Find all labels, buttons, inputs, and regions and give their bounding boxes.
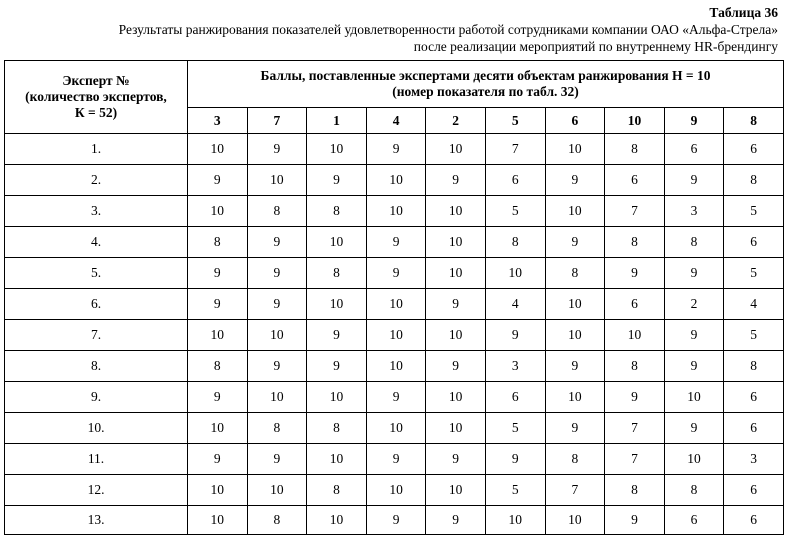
score-cell: 6 (724, 382, 784, 413)
column-number-header: 2 (426, 108, 486, 134)
expert-header-line: К = 52) (74, 105, 118, 120)
table-row (5, 227, 784, 258)
table-row (5, 320, 784, 351)
expert-number-cell: 12. (5, 475, 188, 506)
score-cell: 8 (664, 227, 724, 258)
score-cell: 6 (485, 382, 545, 413)
score-cell: 3 (724, 444, 784, 475)
table-row (5, 134, 784, 165)
expert-number-cell: 3. (5, 196, 188, 227)
score-cell: 9 (247, 258, 307, 289)
expert-number-cell: 10. (5, 413, 188, 444)
table-row (5, 444, 784, 475)
score-cell: 10 (188, 475, 248, 506)
expert-header-line: Эксперт № (62, 73, 130, 88)
score-cell: 7 (605, 444, 665, 475)
score-cell: 8 (307, 196, 367, 227)
score-cell: 10 (307, 289, 367, 320)
score-cell: 9 (664, 165, 724, 196)
score-cell: 9 (188, 382, 248, 413)
score-cell: 10 (426, 196, 486, 227)
table-title-line-2: после реализации мероприятий по внутреннему HR-брендингу (413, 39, 778, 54)
score-cell: 10 (426, 413, 486, 444)
score-cell: 8 (724, 165, 784, 196)
score-cell: 9 (545, 165, 605, 196)
table-row (5, 475, 784, 506)
score-cell: 10 (545, 506, 605, 535)
score-cell: 10 (426, 382, 486, 413)
score-cell: 4 (485, 289, 545, 320)
table-row (5, 165, 784, 196)
table-row (5, 196, 784, 227)
score-cell: 10 (307, 382, 367, 413)
table-caption (119, 4, 778, 55)
expert-number-cell: 13. (5, 506, 188, 535)
column-number-header: 6 (545, 108, 605, 134)
score-cell: 4 (724, 289, 784, 320)
score-cell: 6 (605, 165, 665, 196)
expert-number-cell: 6. (5, 289, 188, 320)
column-number-header: 9 (664, 108, 724, 134)
score-cell: 10 (426, 258, 486, 289)
score-cell: 6 (724, 227, 784, 258)
expert-header-line: (количество экспертов, (25, 89, 167, 104)
scores-group-header (188, 61, 784, 108)
header-row (5, 61, 784, 108)
score-cell: 10 (545, 382, 605, 413)
table-row (5, 506, 784, 535)
score-cell: 10 (545, 196, 605, 227)
score-cell: 8 (307, 413, 367, 444)
score-cell: 8 (247, 506, 307, 535)
score-cell: 9 (366, 258, 426, 289)
score-cell: 10 (188, 506, 248, 535)
score-cell: 10 (485, 506, 545, 535)
score-cell: 10 (307, 444, 367, 475)
expert-number-cell: 11. (5, 444, 188, 475)
column-number-header: 5 (485, 108, 545, 134)
score-cell: 10 (664, 444, 724, 475)
score-cell: 9 (485, 444, 545, 475)
score-cell: 9 (664, 351, 724, 382)
score-cell: 10 (188, 413, 248, 444)
score-cell: 8 (485, 227, 545, 258)
score-cell: 8 (188, 351, 248, 382)
table-number: Таблица 36 (709, 5, 778, 20)
score-cell: 9 (188, 165, 248, 196)
score-cell: 7 (605, 196, 665, 227)
score-cell: 7 (605, 413, 665, 444)
group-header-line: Баллы, поставленные экспертами десяти объектам ранжирования Н = 10 (260, 68, 711, 83)
score-cell: 9 (307, 351, 367, 382)
score-cell: 8 (605, 475, 665, 506)
score-cell: 9 (366, 134, 426, 165)
table-body (5, 134, 784, 535)
score-cell: 5 (485, 475, 545, 506)
score-cell: 10 (664, 382, 724, 413)
score-cell: 9 (307, 320, 367, 351)
score-cell: 8 (247, 413, 307, 444)
column-number-header: 1 (307, 108, 367, 134)
score-cell: 6 (724, 506, 784, 535)
score-cell: 8 (545, 444, 605, 475)
score-cell: 9 (247, 351, 307, 382)
column-number-header: 8 (724, 108, 784, 134)
expert-number-cell: 2. (5, 165, 188, 196)
table-row (5, 258, 784, 289)
score-cell: 10 (188, 134, 248, 165)
score-cell: 8 (605, 351, 665, 382)
score-cell: 5 (485, 413, 545, 444)
column-number-header: 10 (605, 108, 665, 134)
score-cell: 9 (664, 258, 724, 289)
score-cell: 10 (247, 320, 307, 351)
score-cell: 8 (664, 475, 724, 506)
expert-number-cell: 9. (5, 382, 188, 413)
score-cell: 6 (485, 165, 545, 196)
score-cell: 5 (485, 196, 545, 227)
score-cell: 9 (664, 320, 724, 351)
score-cell: 10 (545, 289, 605, 320)
table-row (5, 382, 784, 413)
score-cell: 10 (366, 351, 426, 382)
score-cell: 6 (664, 134, 724, 165)
score-cell: 10 (426, 320, 486, 351)
score-cell: 7 (485, 134, 545, 165)
column-number-header: 4 (366, 108, 426, 134)
ranking-table (4, 60, 784, 535)
score-cell: 9 (188, 289, 248, 320)
score-cell: 9 (605, 258, 665, 289)
score-cell: 9 (366, 382, 426, 413)
score-cell: 10 (426, 134, 486, 165)
score-cell: 9 (247, 289, 307, 320)
score-cell: 10 (188, 320, 248, 351)
score-cell: 10 (366, 196, 426, 227)
score-cell: 9 (485, 320, 545, 351)
score-cell: 8 (605, 227, 665, 258)
score-cell: 9 (426, 444, 486, 475)
score-cell: 10 (366, 165, 426, 196)
score-cell: 9 (366, 506, 426, 535)
score-cell: 10 (188, 196, 248, 227)
score-cell: 10 (366, 475, 426, 506)
score-cell: 9 (426, 289, 486, 320)
score-cell: 9 (426, 506, 486, 535)
score-cell: 9 (545, 351, 605, 382)
score-cell: 10 (307, 227, 367, 258)
expert-number-cell: 7. (5, 320, 188, 351)
score-cell: 10 (426, 227, 486, 258)
score-cell: 8 (605, 134, 665, 165)
score-cell: 8 (188, 227, 248, 258)
score-cell: 9 (605, 382, 665, 413)
score-cell: 6 (724, 475, 784, 506)
score-cell: 9 (247, 227, 307, 258)
score-cell: 9 (307, 165, 367, 196)
score-cell: 9 (247, 134, 307, 165)
expert-number-cell: 8. (5, 351, 188, 382)
table-row (5, 289, 784, 320)
column-number-header: 3 (188, 108, 248, 134)
table-title-line-1: Результаты ранжирования показателей удовлетворенности работой сотрудниками компании ОАО «Альфа-Стрела» (118, 22, 778, 37)
score-cell: 9 (366, 444, 426, 475)
score-cell: 8 (307, 475, 367, 506)
score-cell: 8 (724, 351, 784, 382)
expert-number-cell: 5. (5, 258, 188, 289)
score-cell: 3 (485, 351, 545, 382)
score-cell: 6 (724, 413, 784, 444)
score-cell: 9 (664, 413, 724, 444)
score-cell: 10 (247, 165, 307, 196)
score-cell: 10 (247, 382, 307, 413)
expert-column-header (5, 61, 188, 134)
score-cell: 10 (545, 134, 605, 165)
score-cell: 10 (366, 413, 426, 444)
score-cell: 10 (605, 320, 665, 351)
score-cell: 2 (664, 289, 724, 320)
score-cell: 6 (724, 134, 784, 165)
score-cell: 8 (247, 196, 307, 227)
score-cell: 7 (545, 475, 605, 506)
column-number-header: 7 (247, 108, 307, 134)
expert-number-cell: 4. (5, 227, 188, 258)
score-cell: 8 (545, 258, 605, 289)
group-header-line: (номер показателя по табл. 32) (392, 84, 579, 99)
score-cell: 5 (724, 196, 784, 227)
table-row (5, 413, 784, 444)
score-cell: 9 (188, 444, 248, 475)
score-cell: 10 (366, 320, 426, 351)
score-cell: 9 (426, 351, 486, 382)
expert-number-cell: 1. (5, 134, 188, 165)
score-cell: 9 (545, 227, 605, 258)
score-cell: 10 (307, 134, 367, 165)
score-cell: 9 (605, 506, 665, 535)
score-cell: 10 (247, 475, 307, 506)
score-cell: 9 (188, 258, 248, 289)
score-cell: 10 (485, 258, 545, 289)
score-cell: 9 (426, 165, 486, 196)
score-cell: 8 (307, 258, 367, 289)
score-cell: 10 (307, 506, 367, 535)
score-cell: 5 (724, 320, 784, 351)
score-cell: 3 (664, 196, 724, 227)
score-cell: 9 (247, 444, 307, 475)
score-cell: 6 (605, 289, 665, 320)
score-cell: 6 (664, 506, 724, 535)
score-cell: 9 (545, 413, 605, 444)
score-cell: 10 (366, 289, 426, 320)
score-cell: 5 (724, 258, 784, 289)
score-cell: 10 (426, 475, 486, 506)
score-cell: 10 (545, 320, 605, 351)
score-cell: 9 (366, 227, 426, 258)
table-row (5, 351, 784, 382)
